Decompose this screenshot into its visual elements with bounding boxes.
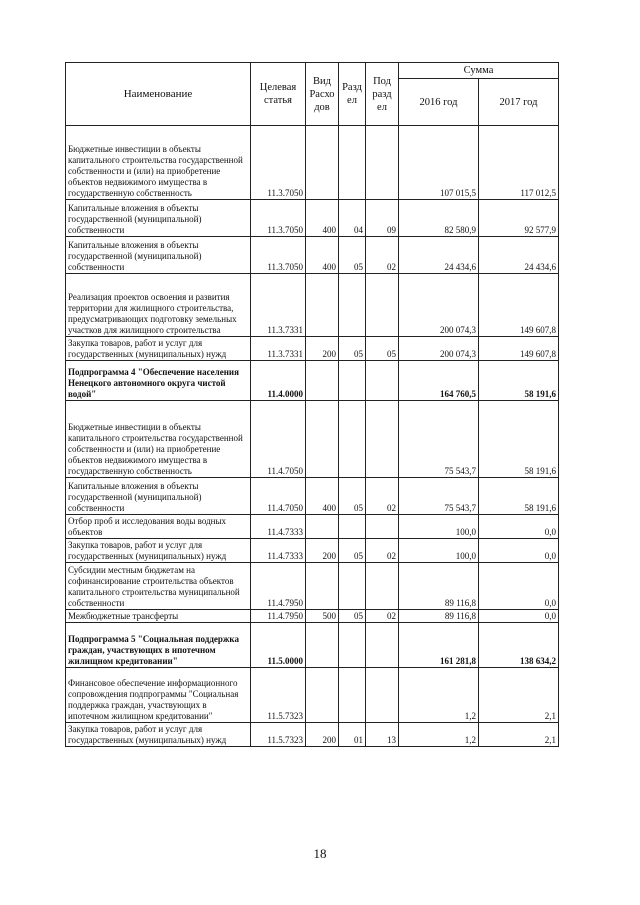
row-name: Подпрограмма 4 "Обеспечение населения Ненецкого автономного округа чистой водой" bbox=[66, 361, 251, 401]
row-podrazdel: 09 bbox=[366, 200, 399, 237]
header-podrazdel: Под разд ел bbox=[366, 63, 399, 126]
row-razdel: 05 bbox=[339, 478, 366, 515]
header-year-2017: 2017 год bbox=[479, 79, 559, 126]
table-body bbox=[66, 126, 559, 747]
row-vid bbox=[306, 126, 339, 200]
row-sum-2016: 24 434,6 bbox=[399, 237, 479, 274]
row-name: Бюджетные инвестиции в объекты капитального строительства государственной собственности и (или) на приобретение объектов недвижимого имущества в государственную собственность bbox=[66, 401, 251, 478]
row-target: 11.5.0000 bbox=[251, 623, 306, 668]
row-sum-2016: 161 281,8 bbox=[399, 623, 479, 668]
row-razdel: 05 bbox=[339, 337, 366, 361]
row-podrazdel: 13 bbox=[366, 723, 399, 747]
row-target: 11.3.7050 bbox=[251, 200, 306, 237]
row-target: 11.4.7333 bbox=[251, 539, 306, 563]
table-row bbox=[66, 361, 559, 401]
row-target: 11.4.0000 bbox=[251, 361, 306, 401]
row-razdel bbox=[339, 274, 366, 337]
row-vid bbox=[306, 668, 339, 723]
row-vid: 400 bbox=[306, 478, 339, 515]
row-sum-2016: 82 580,9 bbox=[399, 200, 479, 237]
row-vid bbox=[306, 623, 339, 668]
row-podrazdel: 02 bbox=[366, 478, 399, 515]
row-sum-2016: 164 760,5 bbox=[399, 361, 479, 401]
row-sum-2017: 24 434,6 bbox=[479, 237, 559, 274]
row-razdel: 04 bbox=[339, 200, 366, 237]
row-sum-2017: 2,1 bbox=[479, 668, 559, 723]
table-row bbox=[66, 539, 559, 563]
header-target: Целевая статья bbox=[251, 63, 306, 126]
page-number: 18 bbox=[313, 846, 327, 861]
table-row bbox=[66, 274, 559, 337]
header-name: Наименование bbox=[66, 63, 251, 126]
row-name: Отбор проб и исследования воды водных объектов bbox=[66, 515, 251, 539]
table-row bbox=[66, 723, 559, 747]
row-sum-2017: 149 607,8 bbox=[479, 337, 559, 361]
row-sum-2016: 1,2 bbox=[399, 668, 479, 723]
row-sum-2017: 58 191,6 bbox=[479, 361, 559, 401]
header-vid: Вид Расхо дов bbox=[306, 63, 339, 126]
table-row bbox=[66, 478, 559, 515]
header-year-2016: 2016 год bbox=[399, 79, 479, 126]
row-sum-2017: 117 012,5 bbox=[479, 126, 559, 200]
table-row bbox=[66, 610, 559, 623]
row-name: Бюджетные инвестиции в объекты капитального строительства государственной собственности и (или) на приобретение объектов недвижимого имущества в государственную собственность bbox=[66, 126, 251, 200]
row-target: 11.3.7331 bbox=[251, 337, 306, 361]
row-sum-2017: 138 634,2 bbox=[479, 623, 559, 668]
row-razdel: 05 bbox=[339, 539, 366, 563]
row-vid: 200 bbox=[306, 539, 339, 563]
row-sum-2016: 89 116,8 bbox=[399, 610, 479, 623]
row-target: 11.4.7050 bbox=[251, 401, 306, 478]
row-sum-2017: 0,0 bbox=[479, 563, 559, 610]
row-razdel bbox=[339, 668, 366, 723]
table-row bbox=[66, 337, 559, 361]
row-sum-2016: 107 015,5 bbox=[399, 126, 479, 200]
row-podrazdel: 05 bbox=[366, 337, 399, 361]
table-row bbox=[66, 515, 559, 539]
header-summa: Сумма bbox=[399, 63, 559, 79]
row-podrazdel bbox=[366, 515, 399, 539]
row-podrazdel bbox=[366, 274, 399, 337]
table-row bbox=[66, 563, 559, 610]
row-sum-2017: 0,0 bbox=[479, 539, 559, 563]
row-sum-2016: 100,0 bbox=[399, 515, 479, 539]
budget-table bbox=[65, 62, 559, 747]
table-row bbox=[66, 668, 559, 723]
row-name: Закупка товаров, работ и услуг для государственных (муниципальных) нужд bbox=[66, 723, 251, 747]
row-vid bbox=[306, 515, 339, 539]
row-razdel: 05 bbox=[339, 237, 366, 274]
row-name: Финансовое обеспечение информационного сопровождения подпрограммы "Социальная поддержка граждан, участвующих в ипотечном жилищном кредитовании" bbox=[66, 668, 251, 723]
row-razdel bbox=[339, 126, 366, 200]
row-name: Капитальные вложения в объекты государственной (муниципальной) собственности bbox=[66, 237, 251, 274]
row-name: Закупка товаров, работ и услуг для государственных (муниципальных) нужд bbox=[66, 539, 251, 563]
row-razdel: 01 bbox=[339, 723, 366, 747]
row-podrazdel bbox=[366, 361, 399, 401]
row-sum-2016: 75 543,7 bbox=[399, 478, 479, 515]
row-podrazdel: 02 bbox=[366, 610, 399, 623]
row-target: 11.3.7050 bbox=[251, 126, 306, 200]
table-row bbox=[66, 401, 559, 478]
row-razdel bbox=[339, 623, 366, 668]
row-vid bbox=[306, 361, 339, 401]
row-target: 11.5.7323 bbox=[251, 723, 306, 747]
row-target: 11.3.7050 bbox=[251, 237, 306, 274]
row-name: Капитальные вложения в объекты государственной (муниципальной) собственности bbox=[66, 200, 251, 237]
row-sum-2016: 200 074,3 bbox=[399, 274, 479, 337]
row-target: 11.4.7050 bbox=[251, 478, 306, 515]
row-name: Межбюджетные трансферты bbox=[66, 610, 251, 623]
row-vid bbox=[306, 401, 339, 478]
row-podrazdel bbox=[366, 668, 399, 723]
row-sum-2017: 0,0 bbox=[479, 610, 559, 623]
row-target: 11.4.7950 bbox=[251, 610, 306, 623]
row-podrazdel bbox=[366, 126, 399, 200]
row-target: 11.3.7331 bbox=[251, 274, 306, 337]
row-name: Закупка товаров, работ и услуг для государственных (муниципальных) нужд bbox=[66, 337, 251, 361]
row-sum-2016: 200 074,3 bbox=[399, 337, 479, 361]
row-razdel bbox=[339, 401, 366, 478]
table-row bbox=[66, 126, 559, 200]
row-sum-2017: 2,1 bbox=[479, 723, 559, 747]
row-sum-2017: 0,0 bbox=[479, 515, 559, 539]
row-razdel: 05 bbox=[339, 610, 366, 623]
row-podrazdel bbox=[366, 623, 399, 668]
row-sum-2017: 58 191,6 bbox=[479, 401, 559, 478]
row-name: Реализация проектов освоения и развития территории для жилищного строительства, предусматривающих подготовку земельных участков для жилищного строительства bbox=[66, 274, 251, 337]
row-target: 11.4.7333 bbox=[251, 515, 306, 539]
row-target: 11.5.7323 bbox=[251, 668, 306, 723]
row-podrazdel: 02 bbox=[366, 237, 399, 274]
table-row bbox=[66, 237, 559, 274]
row-name: Подпрограмма 5 "Социальная поддержка граждан, участвующих в ипотечном жилищном кредитовании" bbox=[66, 623, 251, 668]
row-sum-2016: 100,0 bbox=[399, 539, 479, 563]
row-vid: 400 bbox=[306, 237, 339, 274]
row-sum-2016: 75 543,7 bbox=[399, 401, 479, 478]
row-vid bbox=[306, 563, 339, 610]
table-row bbox=[66, 200, 559, 237]
row-sum-2016: 89 116,8 bbox=[399, 563, 479, 610]
row-podrazdel bbox=[366, 401, 399, 478]
row-podrazdel: 02 bbox=[366, 539, 399, 563]
row-sum-2017: 149 607,8 bbox=[479, 274, 559, 337]
row-vid bbox=[306, 274, 339, 337]
row-razdel bbox=[339, 361, 366, 401]
row-vid: 500 bbox=[306, 610, 339, 623]
row-sum-2017: 92 577,9 bbox=[479, 200, 559, 237]
row-name: Субсидии местным бюджетам на софинансирование строительства объектов капитального строительства муниципальной собственности bbox=[66, 563, 251, 610]
row-razdel bbox=[339, 515, 366, 539]
row-sum-2017: 58 191,6 bbox=[479, 478, 559, 515]
row-vid: 200 bbox=[306, 337, 339, 361]
row-sum-2016: 1,2 bbox=[399, 723, 479, 747]
table-row bbox=[66, 623, 559, 668]
row-razdel bbox=[339, 563, 366, 610]
header-razdel: Разд ел bbox=[339, 63, 366, 126]
row-vid: 200 bbox=[306, 723, 339, 747]
row-vid: 400 bbox=[306, 200, 339, 237]
row-name: Капитальные вложения в объекты государственной (муниципальной) собственности bbox=[66, 478, 251, 515]
row-target: 11.4.7950 bbox=[251, 563, 306, 610]
row-podrazdel bbox=[366, 563, 399, 610]
